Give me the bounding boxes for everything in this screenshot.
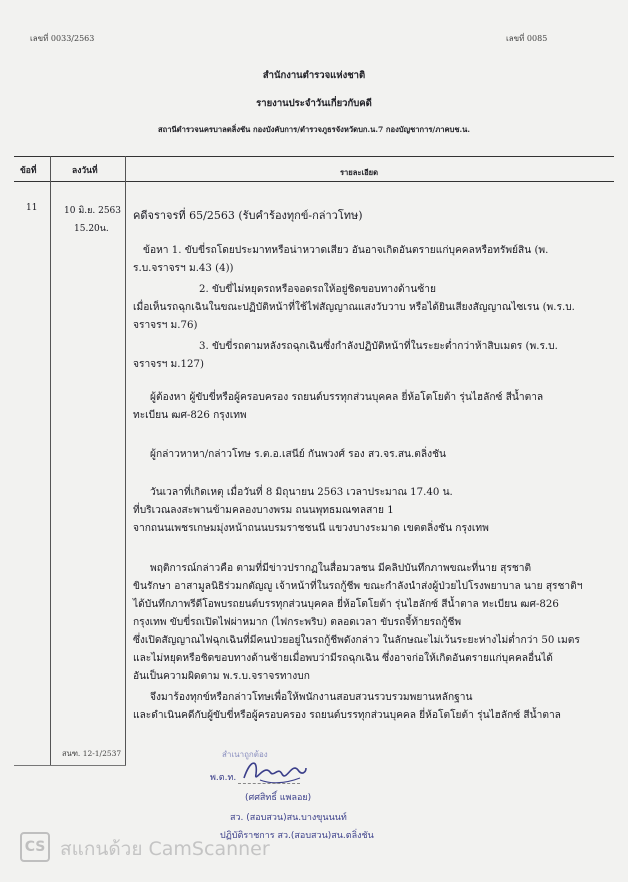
incident-line: จากถนนเพชรเกษมมุ่งหน้าถนนบรมราชชนนี แขวงบางระมาด เขตตลิ่งชัน กรุงเทพ (133, 523, 489, 534)
camscanner-logo: CS (20, 832, 50, 862)
narrative-line: อันเป็นความผิดตาม พ.ร.บ.จราจรทางบก (133, 671, 310, 682)
signature-scribble (240, 754, 308, 790)
entry-time: 15.20น. (74, 224, 109, 234)
signature-line (238, 783, 300, 784)
incident-line: ที่บริเวณลงสะพานข้ามคลองบางพรม ถนนพุทธมณฑลสาย 1 (133, 505, 394, 516)
page-number: เลขที่ 0085 (506, 34, 548, 43)
closing-line: จึงมาร้องทุกข์หรือกล่าวโทษเพื่อให้พนักงานสอบสวนรวบรวมพยานหลักฐาน (150, 692, 473, 703)
column-divider-1 (50, 156, 51, 766)
charge-line: ร.บ.จราจรฯ ม.43 (4)) (133, 263, 234, 274)
charge-line: 3. ขับขี่รถตามหลังรถฉุกเฉินซึ่งกำลังปฏิบัติหน้าที่ในระยะต่ำกว่าห้าสิบเมตร (พ.ร.บ. (199, 341, 558, 352)
charge-line: 2. ขับขี่ไม่หยุดรถหรือจอดรถให้อยู่ชิดขอบทางด้านซ้าย (199, 284, 436, 295)
column-header-detail: รายละเอียด (339, 168, 379, 177)
table-bottom-border (14, 765, 126, 766)
column-header-no: ข้อที่ (20, 166, 37, 176)
station-line: สถานีตำรวจนครบาลตลิ่งชัน กองบังคับการ/ตำรวจภูธรจังหวัดบก.น.7 กองบัญชาการ/ภาคบช.น. (157, 125, 471, 134)
entry-date: 10 มิ.ย. 2563 (64, 206, 122, 216)
signature-name: (ศศสิทธิ์ แพลอย) (245, 793, 312, 803)
case-title: คดีจราจรที่ 65/2563 (รับคำร้องทุกข์-กล่าวโทษ) (133, 209, 363, 222)
camscanner-text: สแกนด้วย CamScanner (60, 838, 270, 860)
document-number: เลขที่ 0033/2563 (30, 34, 95, 43)
closing-line: และดำเนินคดีกับผู้ขับขี่หรือผู้ครอบครอง รถยนต์บรรทุกส่วนบุคคล ยี่ห้อโตโยต้า รุ่นไฮลักซ์ สีน้ำตาล (133, 710, 561, 721)
narrative-line: กรุงเทพ ขับขี่รถเปิดไฟผ่าหมาก (ไฟกระพริบ) ตลอดเวลา ขับรถจี้ท้ายรถกู้ชีพ (133, 617, 462, 628)
report-title: รายงานประจำวันเกี่ยวกับคดี (256, 98, 372, 109)
charge-line: จราจรฯ ม.76) (133, 320, 198, 331)
signature-acting-position: ปฏิบัติราชการ สว.(สอบสวน)สน.ตลิ่งชัน (220, 831, 374, 841)
entry-number: 11 (26, 203, 38, 213)
signature-rank: พ.ต.ท. (210, 773, 237, 783)
narrative-line: ซึ่งเปิดสัญญาณไฟฉุกเฉินที่มีคนป่วยอยู่ในรถกู้ชีพดังกล่าว ในลักษณะไม่เว้นระยะห่างไม่ต่ำกว่า 50 เมตร (133, 635, 580, 646)
accused-line: ผู้ต้องหา ผู้ขับขี่หรือผู้ครอบครอง รถยนต์บรรทุกส่วนบุคคล ยี่ห้อโตโยต้า รุ่นไฮลักซ์ สีน้ำตาล (150, 392, 544, 403)
organization-title: สำนักงานตำรวจแห่งชาติ (262, 70, 366, 81)
narrative-line: และไม่หยุดหรือชิดขอบทางด้านซ้ายเมื่อพบว่ามีรถฉุกเฉิน ซึ่งอาจก่อให้เกิดอันตรายแก่บุคคลอื่นได้ (133, 653, 553, 664)
narrative-line: ขินรักษา อาสามูลนิธิร่วมกตัญญู เจ้าหน้าที่ในรถกู้ชีพ ขณะกำลังนำส่งผู้ป่วยไปโรงพยาบาล นาย สุรชาติฯ (133, 581, 583, 592)
column-divider-2 (125, 156, 126, 766)
narrative-line: ได้บันทึกภาพรีดีโอพบรถยนต์บรรทุกส่วนบุคคล ยี่ห้อโตโยต้า รุ่นไฮลักซ์ สีน้ำตาล ทะเบียน ฒศ-826 (133, 599, 559, 610)
certified-copy-stamp: สำเนาถูกต้อง (222, 750, 268, 759)
charge-line: จราจรฯ ม.127) (133, 359, 204, 370)
signature-position: สว. (สอบสวน)สน.บางขุนนนท์ (230, 813, 347, 823)
column-header-date: ลงวันที่ (72, 166, 98, 176)
camscanner-watermark (0, 832, 628, 882)
charge-line: ข้อหา 1. ขับขี่รถโดยประมาทหรือน่าหวาดเสียว อันอาจเกิดอันตรายแก่บุคคลหรือทรัพย์สิน (พ. (143, 245, 549, 256)
complainant-line: ผู้กล่าวหาหา/กล่าวโทษ ร.ต.อ.เสนีย์ กันพวงศ์ รอง สว.จร.สน.ตลิ่งชัน (150, 449, 446, 460)
table-top-border (14, 156, 614, 157)
charge-line: เมื่อเห็นรถฉุกเฉินในขณะปฏิบัติหน้าที่ใช้ไฟสัญญาณแสงวับวาบ หรือได้ยินเสียงสัญญาณไซเรน (พ.ร.บ. (133, 302, 575, 313)
narrative-line: พฤติการณ์กล่าวคือ ตามที่มีข่าวปรากฏในสื่อมวลชน มีคลิปบันทึกภาพขณะที่นาย สุรชาติ (150, 563, 532, 574)
incident-line: วันเวลาที่เกิดเหตุ เมื่อวันที่ 8 มิถุนายน 2563 เวลาประมาณ 17.40 น. (150, 487, 453, 498)
form-code: สนฑ. 12-1/2537 (62, 749, 122, 758)
accused-line: ทะเบียน ฒศ-826 กรุงเทพ (133, 410, 247, 421)
table-header-border (14, 181, 614, 182)
